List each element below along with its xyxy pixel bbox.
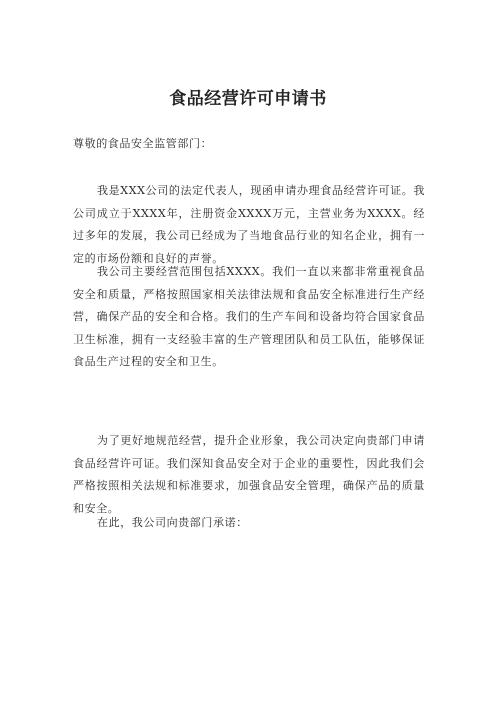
salutation: 尊敬的食品安全监管部门：	[73, 137, 213, 150]
paragraph-commitment-intro: 在此，我公司向贵部门承诺：	[97, 516, 248, 529]
paragraph-introduction: 我是XXX公司的法定代表人，现函申请办理食品经营许可证。我公司成立于XXXX年，注册资金XXXX万元，主营业务为XXXX。经过多年的发展，我公司已经成为了当地食品行业的知名企业，拥有一定的市场份额和良好的声誉。	[73, 184, 425, 265]
paragraph-business-scope: 我公司主要经营范围包括XXXX。我们一直以来都非常重视食品安全和质量，严格按照国家相关法律法规和食品安全标准进行生产经营，确保产品的安全和合格。我们的生产车间和设备均符合国家食品卫生标准，拥有一支经验丰富的生产管理团队和员工队伍，能够保证食品生产过程的安全和卫生。	[73, 265, 425, 368]
paragraph-application-purpose: 为了更好地规范经营，提升企业形象，我公司决定向贵部门申请食品经营许可证。我们深知食品安全对于企业的重要性，因此我们会严格按照相关法规和标准要求，加强食品安全管理，确保产品的质量和安全。	[73, 434, 425, 515]
document-title: 食品经营许可申请书	[169, 89, 327, 109]
